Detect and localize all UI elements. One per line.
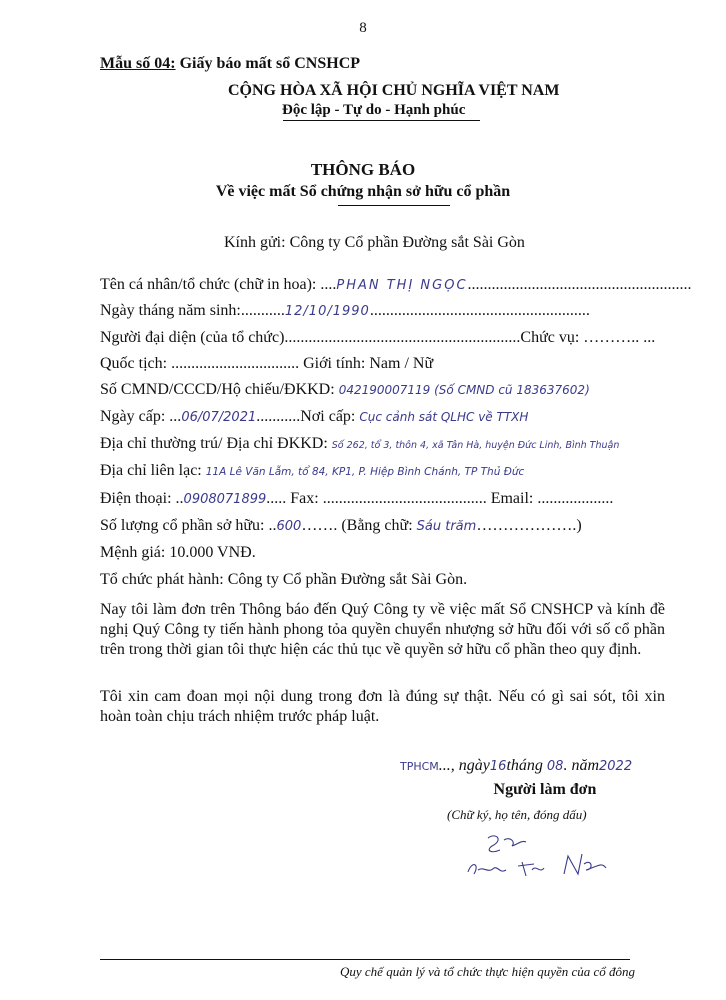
field-phone-value: 0908071899 <box>183 492 267 507</box>
handwritten-signature <box>460 830 610 890</box>
field-issue-place-label: ...........Nơi cấp: <box>256 408 360 425</box>
field-shares-label: Số lượng cổ phần sở hữu: .. <box>100 517 277 534</box>
document-subtitle: Về việc mất Sổ chứng nhận sở hữu cổ phần <box>215 183 511 200</box>
field-phone <box>100 490 613 508</box>
field-permanent-address <box>100 435 619 453</box>
recipient: Kính gửi: Công ty Cổ phần Đường sắt Sài Gòn <box>224 234 525 251</box>
field-issue-date-value: 06/07/2021 <box>181 410 257 425</box>
field-issuer: Tổ chức phát hành: Công ty Cổ phần Đường sắt Sài Gòn. <box>100 571 468 588</box>
motto-underline <box>283 120 480 121</box>
field-phone-label: Điện thoại: .. <box>100 490 184 507</box>
field-contact-address <box>100 462 524 480</box>
place-date <box>400 757 632 775</box>
commitment-paragraph: Tôi xin cam đoan mọi nội dung trong đơn là đúng sự thật. Nếu có gì sai sót, tôi xin hoàn toàn chịu trách nhiệm trước pháp luật. <box>100 688 665 725</box>
field-dob <box>100 302 590 320</box>
field-shares-dots: ……………….) <box>476 517 582 534</box>
field-issue <box>100 408 528 426</box>
footer-text: Quy chế quản lý và tổ chức thực hiện quyền của cổ đông <box>340 964 636 979</box>
field-nationality <box>100 355 433 373</box>
field-issue-date-label: Ngày cấp: ... <box>100 408 182 425</box>
page-number: 8 <box>359 20 367 36</box>
date-month-label: tháng <box>506 757 543 774</box>
field-shares-words-label: ……. (Bằng chữ: <box>301 517 417 534</box>
footer-rule <box>100 959 630 960</box>
place-value: TPHCM <box>400 760 439 773</box>
field-shares <box>100 517 582 535</box>
field-contact-address-label: Địa chỉ liên lạc: <box>100 462 206 479</box>
field-permanent-address-value: Số 262, tổ 3, thôn 4, xã Tân Hà, huyện Đức Linh, Bình Thuận <box>331 440 620 451</box>
date-month-value: 08 <box>546 759 564 774</box>
date-day-label: ..., ngày <box>438 757 490 774</box>
field-nationality-label: Quốc tịch: ................................ Giới tính: <box>100 355 370 372</box>
field-permanent-address-label: Địa chỉ thường trú/ Địa chỉ ĐKKD: <box>100 435 332 452</box>
subtitle-underline <box>338 205 450 206</box>
field-dob-value: 12/10/1990 <box>284 304 370 319</box>
field-name-dots: ........................................................ <box>467 276 692 293</box>
field-name-label: Tên cá nhân/tổ chức (chữ in hoa): .... <box>100 276 337 293</box>
form-name: Giấy báo mất sổ CNSHCP <box>175 55 361 72</box>
field-representative: Người đại diện (của tổ chức)...........................................................Chức vụ: ……….. ... <box>100 329 656 346</box>
request-paragraph: Nay tôi làm đơn trên Thông báo đến Quý Công ty về việc mất Sổ CNSHCP và kính đề nghị Quý Công ty tiến hành phong tỏa quyền chuyển nhượng sở hữu đối với số cổ phần trên trong thời gian tôi thực hiện các thủ tục về quyền sở hữu cổ phần theo quy định. <box>100 601 665 658</box>
document-title: THÔNG BÁO <box>310 160 416 179</box>
sign-note: (Chữ ký, họ tên, đóng dấu) <box>447 807 587 822</box>
field-contact-address-value: 11A Lê Văn Lẫm, tổ 84, KP1, P. Hiệp Bình Chánh, TP Thủ Đức <box>205 466 525 478</box>
field-par-value: Mệnh giá: 10.000 VNĐ. <box>100 544 256 561</box>
field-name-value: PHAN THỊ NGỌC <box>336 278 468 293</box>
republic-heading: CỘNG HÒA XÃ HỘI CHỦ NGHĨA VIỆT NAM <box>228 82 560 99</box>
date-year-label: . năm <box>563 757 600 774</box>
field-dob-dots: ....................................................... <box>369 302 590 319</box>
field-id-label: Số CMND/CCCD/Hộ chiếu/ĐKKD: <box>100 381 339 398</box>
motto: Độc lập - Tự do - Hạnh phúc <box>282 102 466 118</box>
field-issue-place-value: Cục cảnh sát QLHC về TTXH <box>359 410 529 424</box>
field-gender-value: Nam / Nữ <box>369 355 434 372</box>
field-id <box>100 381 590 399</box>
field-shares-value: 600 <box>276 519 302 534</box>
date-year-value: 2022 <box>599 759 633 774</box>
form-code: Mẫu số 04: <box>100 55 176 72</box>
field-fax-email: ..... Fax: ......................................... Email: ................... <box>266 490 614 507</box>
field-id-value: 042190007119 (Số CMND cũ 183637602) <box>338 383 590 397</box>
form-heading <box>100 55 360 73</box>
field-shares-words-value: Sáu trăm <box>416 519 477 534</box>
signer-title: Người làm đơn <box>493 781 597 798</box>
date-day-value: 16 <box>489 759 507 774</box>
field-name <box>100 276 692 294</box>
field-dob-label: Ngày tháng năm sinh:........... <box>100 302 285 319</box>
